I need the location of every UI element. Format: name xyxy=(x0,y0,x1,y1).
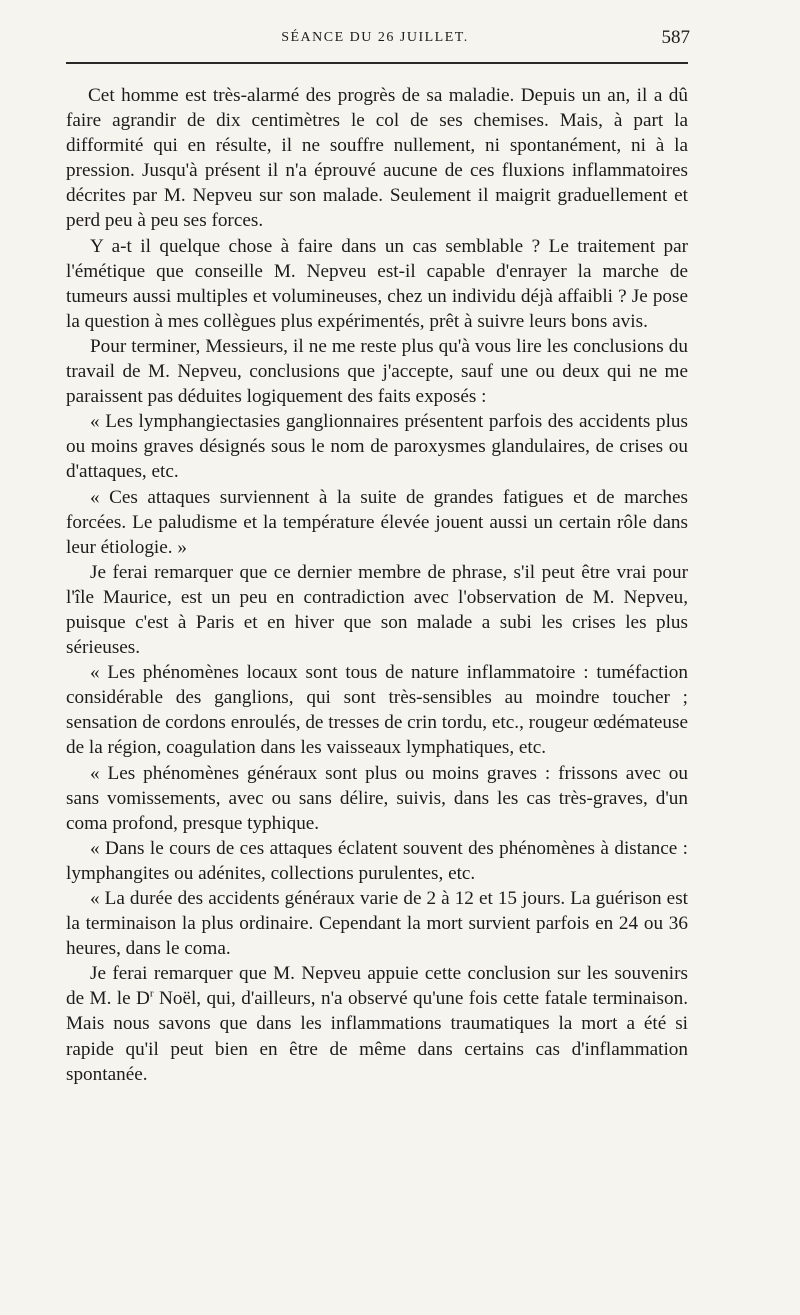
running-title: SÉANCE DU 26 JUILLET. xyxy=(281,30,469,45)
quoted-conclusion-1: « Les lymphangiectasies ganglionnaires présentent parfois des accidents plus ou moins graves désignés sous le nom de paroxysmes glandulaires, de crises ou d'attaques, etc. xyxy=(66,411,688,483)
doctor-superscript: r xyxy=(149,987,154,1000)
paragraph-3: Pour terminer, Messieurs, il ne me reste plus qu'à vous lire les conclusions du travail de M. Nepveu, conclusions que j'accepte, sauf une ou deux qui ne me paraissent pas déduites logiquement des faits exposés : xyxy=(66,335,688,408)
paragraph-2: Y a-t il quelque chose à faire dans un cas semblable ? Le traitement par l'émétique que conseille M. Nepveu est-il capable d'enrayer la marche de tumeurs aussi multiples et volumineuses, chez un individu déjà affaibli ? Je pose la question à mes collègues plus expérimentés, prêt à suivre leurs bons avis. xyxy=(66,235,688,332)
quoted-conclusion-2: « Ces attaques surviennent à la suite de grandes fatigues et de marches forcées. Le paludisme et la température élevée jouent aussi un certain rôle dans leur étiologie. » xyxy=(66,486,688,558)
header-rule xyxy=(66,62,688,64)
remark-text-start: Je ferai remarquer que M. Nepveu appuie cette conclusion sur les souvenirs de M. le D xyxy=(66,963,688,1010)
quoted-conclusion-5: « Dans le cours de ces attaques éclatent souvent des phénomènes à distance : lymphangites ou adénites, collections purulentes, etc. xyxy=(66,837,688,884)
remark-text-end: Noël, qui, d'ailleurs, n'a observé qu'une fois cette fatale terminaison. Mais nous savons que dans les inflammations traumatiques la mort a été si rapide qu'il peut bien en être de même dans certains cas d'inflammation spontanée. xyxy=(66,988,689,1085)
paragraph-remark-1: Je ferai remarquer que ce dernier membre de phrase, s'il peut être vrai pour l'île Maurice, est un peu en contradiction avec l'observation de M. Nepveu, puisque c'est à Paris et en hiver que son malade a subi les crises les plus sérieuses. xyxy=(66,561,688,659)
quoted-conclusion-6: « La durée des accidents généraux varie de 2 à 12 et 15 jours. La guérison est la terminaison la plus ordinaire. Cependant la mort survient parfois en 24 ou 36 heures, dans le coma. xyxy=(66,888,688,960)
paragraph-remark-2 xyxy=(66,961,688,1086)
page-number: 587 xyxy=(661,27,690,48)
paragraph-1: Cet homme est très-alarmé des progrès de sa maladie. Depuis un an, il a dû faire agrandir de dix centimètres le col de ses chemises. Mais, à part la difformité qui en résulte, il ne souffre nullement, ni spontanément, ni à la pression. Jusqu'à présent il n'a éprouvé aucune de ces fluxions inflammatoires décrites par M. Nepveu sur son malade. Seulement il maigrit graduellement et perd peu à peu ses forces. xyxy=(66,85,688,232)
text-body xyxy=(66,83,688,1087)
page-header xyxy=(60,27,690,54)
quoted-conclusion-4: « Les phénomènes généraux sont plus ou moins graves : frissons avec ou sans vomissements, avec ou sans délire, suivis, dans les cas très-graves, d'un coma profond, presque typhique. xyxy=(66,762,688,834)
quoted-conclusion-3: « Les phénomènes locaux sont tous de nature inflammatoire : tuméfaction considérable des ganglions, qui sont très-sensibles au moindre toucher ; sensation de cordons enroulés, de tresses de crin tordu, etc., rougeur œdémateuse de la région, coagulation dans les vaisseaux lymphatiques, etc. xyxy=(66,662,688,759)
